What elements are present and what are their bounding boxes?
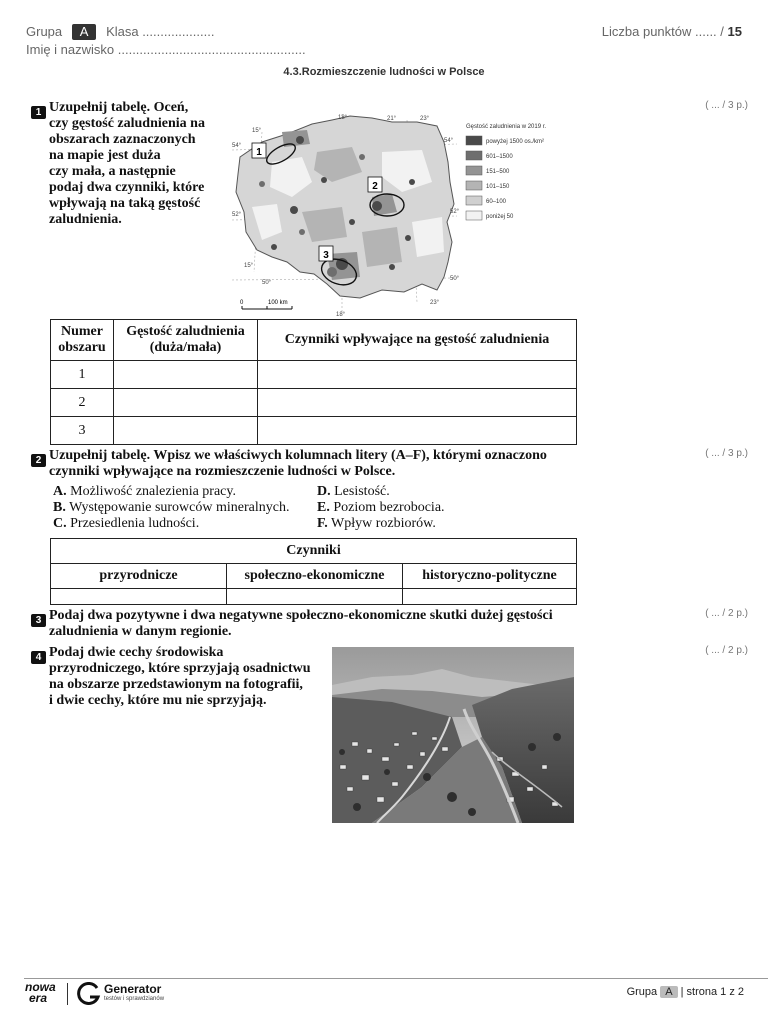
text-line: zaludnienia w danym regionie. — [49, 624, 232, 639]
table-header — [114, 320, 258, 361]
question-4-text — [49, 645, 331, 709]
legend-swatch — [466, 181, 482, 190]
option-text: Występowanie surowców mineralnych. — [69, 500, 290, 515]
option-letter: F. — [317, 516, 328, 531]
grid-label: 23° — [430, 300, 440, 306]
question-1-text — [49, 100, 231, 228]
footer-group-label: Grupa — [626, 986, 658, 998]
text-line: Uzupełnij tabelę. Wpisz we właściwych kolumnach litery (A–F), którymi oznaczono — [49, 448, 547, 463]
generator-title: Generator — [104, 982, 162, 996]
brand-top: nowa — [25, 980, 56, 994]
text-line: na obszarze przedstawionym na fotografii, — [49, 677, 303, 692]
legend-label: 101–150 — [486, 184, 510, 190]
legend-swatch — [466, 151, 482, 160]
text-line: podaj dwa czynniki, które — [49, 180, 205, 195]
text-line: czynniki wpływające na rozmieszczenie ludności w Polsce. — [49, 464, 396, 479]
column-header: przyrodnicze — [51, 564, 227, 589]
population-density-map — [232, 112, 577, 318]
column-header: społeczno-ekonomiczne — [227, 564, 403, 589]
grid-label: 52° — [232, 212, 242, 218]
map-area-label: 2 — [372, 181, 378, 192]
grid-label: 52° — [450, 209, 460, 215]
footer-divider — [24, 978, 768, 979]
text-line: Uzupełnij tabelę. Oceń, — [49, 100, 189, 115]
row-number: 3 — [51, 417, 114, 445]
question-3-text — [49, 608, 591, 640]
question-number: 3 — [31, 614, 46, 627]
question-2-text — [49, 448, 591, 480]
footer-page-info — [627, 986, 744, 998]
option-letter: D. — [317, 484, 331, 499]
nowa-era-logo — [25, 982, 61, 1008]
map-area-label: 1 — [256, 147, 262, 158]
question-2-table — [50, 538, 577, 605]
generator-logo-icon — [77, 982, 101, 1006]
footer-group-badge: A — [660, 986, 677, 998]
question-3 — [31, 608, 591, 640]
scale-bar — [240, 300, 292, 309]
option-item — [317, 484, 445, 500]
question-1-table — [50, 319, 577, 445]
legend-label: 60–100 — [486, 199, 507, 205]
options-right — [317, 484, 445, 532]
text-line: na mapie jest duża — [49, 148, 161, 163]
table-header — [51, 320, 114, 361]
points-header — [602, 24, 742, 39]
text-line: i dwie cechy, które mu nie sprzyjają. — [49, 693, 267, 708]
density-answer-cell[interactable] — [114, 389, 258, 417]
question-1-points: ( ... / 3 p.) — [705, 100, 748, 111]
legend-label: 601–1500 — [486, 154, 513, 160]
header-line: (duża/mała) — [149, 340, 222, 355]
grid-label: 18° — [336, 312, 346, 318]
grid-label: 15° — [252, 128, 262, 134]
text-line: czy gęstość zaludnienia na — [49, 116, 205, 131]
points-label: Liczba punktów ...... / — [601, 24, 724, 39]
name-field: Imię i nazwisko .................................................... — [26, 42, 306, 57]
table-row — [51, 417, 577, 445]
question-number: 1 — [31, 106, 46, 119]
density-answer-cell[interactable] — [114, 361, 258, 389]
question-number: 2 — [31, 454, 46, 467]
option-letter: B. — [53, 500, 66, 515]
text-line: obszarach zaznaczonych — [49, 132, 196, 147]
answer-cell[interactable] — [403, 589, 577, 605]
option-item — [317, 500, 445, 516]
generator-subtitle: testów i sprawdzianów — [104, 996, 165, 1002]
header-line: obszaru — [58, 340, 106, 355]
option-letter: A. — [53, 484, 67, 499]
text-line: zaludnienia. — [49, 212, 122, 227]
header-line: Czynniki wpływające na gęstość zaludnienia — [284, 332, 550, 347]
legend-swatch — [466, 196, 482, 205]
question-4-points: ( ... / 2 p.) — [705, 645, 748, 656]
grid-label: 18° — [338, 115, 348, 121]
option-text: Lesistość. — [334, 484, 390, 499]
column-header: historyczno-polityczne — [403, 564, 577, 589]
legend-swatch — [466, 166, 482, 175]
option-item — [317, 516, 445, 532]
text-line: czy mała, a następnie — [49, 164, 176, 179]
class-field: Klasa .................... — [106, 24, 215, 39]
generator-logo-text — [104, 983, 164, 1002]
density-answer-cell[interactable] — [114, 417, 258, 445]
table-header — [258, 320, 577, 361]
option-text: Przesiedlenia ludności. — [70, 516, 200, 531]
table-row — [51, 361, 577, 389]
option-text: Możliwość znalezienia pracy. — [70, 484, 236, 499]
option-letter: C. — [53, 516, 67, 531]
logo-separator — [67, 983, 68, 1005]
table-title: Czynniki — [51, 539, 577, 564]
text-line: przyrodniczego, które sprzyjają osadnictwu — [49, 661, 311, 676]
row-number: 2 — [51, 389, 114, 417]
answer-cell[interactable] — [227, 589, 403, 605]
valley-photo — [332, 647, 574, 823]
brand-bottom: era — [29, 991, 48, 1005]
scale-label: 100 km — [268, 300, 288, 306]
map-area-label: 3 — [323, 250, 329, 261]
row-number: 1 — [51, 361, 114, 389]
option-letter: E. — [317, 500, 330, 515]
header-line: Numer — [61, 324, 103, 339]
question-3-points: ( ... / 2 p.) — [705, 608, 748, 619]
options-left — [53, 484, 289, 532]
factors-answer-cell[interactable] — [258, 389, 577, 417]
grid-label: 21° — [387, 116, 397, 122]
question-1 — [31, 100, 231, 228]
option-text: Poziom bezrobocia. — [333, 500, 445, 515]
grid-label: 50° — [450, 276, 460, 282]
factors-answer-cell[interactable] — [258, 417, 577, 445]
legend-swatch — [466, 211, 482, 220]
legend-label: poniżej 50 — [486, 214, 514, 220]
option-item — [53, 516, 289, 532]
grid-label: 54° — [232, 143, 242, 149]
text-line: Podaj dwie cechy środowiska — [49, 645, 224, 660]
legend-label: 151–500 — [486, 169, 510, 175]
header-line: Gęstość zaludnienia — [126, 324, 245, 339]
question-2-points: ( ... / 3 p.) — [705, 448, 748, 459]
option-item — [53, 500, 289, 516]
legend-title: Gęstość zaludnienia w 2019 r. — [466, 124, 547, 130]
header-group — [26, 24, 214, 40]
answer-cell[interactable] — [51, 589, 227, 605]
option-text: Wpływ rozbiorów. — [331, 516, 436, 531]
question-2 — [31, 448, 591, 480]
table-row — [51, 389, 577, 417]
footer-page-label: | strona 1 z 2 — [680, 986, 744, 998]
grid-label: 15° — [244, 263, 254, 269]
question-number: 4 — [31, 651, 46, 664]
text-line: Podaj dwa pozytywne i dwa negatywne społeczno-ekonomiczne skutki dużej gęstości — [49, 608, 553, 623]
group-badge: A — [72, 24, 97, 40]
question-4 — [31, 645, 331, 709]
factors-answer-cell[interactable] — [258, 361, 577, 389]
scale-zero: 0 — [240, 300, 244, 306]
grid-label: 54° — [444, 138, 454, 144]
legend-label: powyżej 1500 os./km² — [486, 139, 545, 145]
points-total: 15 — [727, 24, 742, 39]
map-legend — [466, 124, 546, 220]
option-item — [53, 484, 289, 500]
legend-swatch — [466, 136, 482, 145]
text-line: wpływają na taką gęstość — [49, 196, 201, 211]
page-title: 4.3.Rozmieszczenie ludności w Polsce — [283, 66, 485, 78]
grid-label: 23° — [420, 116, 430, 122]
grid-label: 50° — [262, 280, 272, 286]
group-label: Grupa — [26, 24, 63, 39]
